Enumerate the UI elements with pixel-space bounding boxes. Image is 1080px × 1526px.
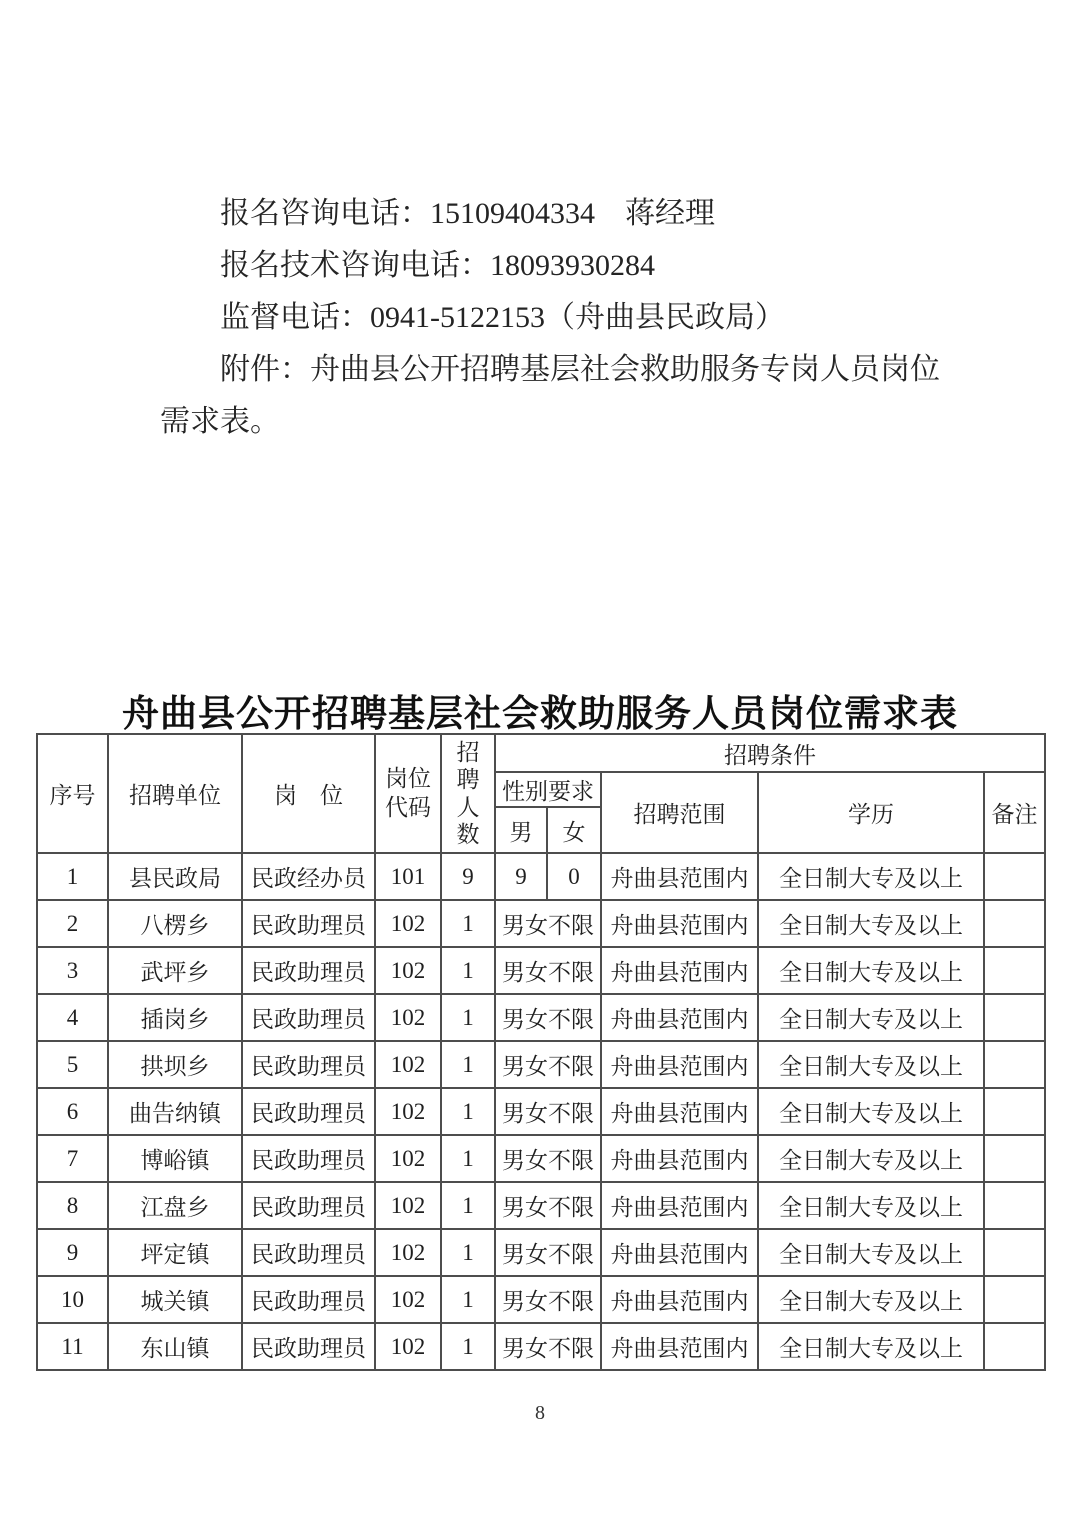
cell-seq: 8 (37, 1182, 108, 1229)
cell-male: 9 (495, 853, 547, 900)
cell-scope: 舟曲县范围内 (601, 1135, 758, 1182)
cell-seq: 7 (37, 1135, 108, 1182)
table-row (37, 1229, 1045, 1276)
header-remark: 备注 (984, 772, 1045, 853)
cell-gender-merged: 男女不限 (495, 1276, 601, 1323)
cell-post: 民政助理员 (242, 1229, 375, 1276)
cell-scope: 舟曲县范围内 (601, 994, 758, 1041)
cell-remark (984, 1323, 1045, 1370)
cell-education: 全日制大专及以上 (758, 1135, 984, 1182)
cell-count: 1 (441, 1088, 495, 1135)
cell-gender-merged: 男女不限 (495, 1135, 601, 1182)
cell-scope: 舟曲县范围内 (601, 947, 758, 994)
header-gender: 性别要求 (495, 772, 601, 807)
cell-count: 1 (441, 1041, 495, 1088)
cell-gender-merged: 男女不限 (495, 900, 601, 947)
header-female: 女 (547, 807, 601, 853)
cell-post: 民政助理员 (242, 994, 375, 1041)
table-row (37, 1088, 1045, 1135)
table-body (37, 853, 1045, 1370)
cell-remark (984, 853, 1045, 900)
cell-education: 全日制大专及以上 (758, 1229, 984, 1276)
cell-seq: 6 (37, 1088, 108, 1135)
cell-scope: 舟曲县范围内 (601, 1088, 758, 1135)
cell-education: 全日制大专及以上 (758, 1276, 984, 1323)
cell-education: 全日制大专及以上 (758, 900, 984, 947)
cell-remark (984, 1182, 1045, 1229)
cell-post: 民政助理员 (242, 947, 375, 994)
cell-gender-merged: 男女不限 (495, 1041, 601, 1088)
cell-unit: 城关镇 (108, 1276, 242, 1323)
cell-education: 全日制大专及以上 (758, 1041, 984, 1088)
cell-unit: 八楞乡 (108, 900, 242, 947)
cell-scope: 舟曲县范围内 (601, 1041, 758, 1088)
attachment-line-continued: 需求表。 (160, 405, 280, 438)
cell-scope: 舟曲县范围内 (601, 900, 758, 947)
cell-seq: 3 (37, 947, 108, 994)
table-row (37, 1041, 1045, 1088)
attachment-line: 附件：舟曲县公开招聘基层社会救助服务专岗人员岗位 (220, 353, 940, 386)
cell-female: 0 (547, 853, 601, 900)
table-row (37, 1182, 1045, 1229)
cell-unit: 东山镇 (108, 1323, 242, 1370)
cell-post: 民政助理员 (242, 1182, 375, 1229)
cell-education: 全日制大专及以上 (758, 1323, 984, 1370)
phone-line-supervision: 监督电话：0941-5122153（舟曲县民政局） (220, 301, 785, 334)
cell-remark (984, 1276, 1045, 1323)
cell-education: 全日制大专及以上 (758, 994, 984, 1041)
cell-unit: 曲告纳镇 (108, 1088, 242, 1135)
cell-education: 全日制大专及以上 (758, 1182, 984, 1229)
table-row (37, 1135, 1045, 1182)
cell-seq: 4 (37, 994, 108, 1041)
cell-remark (984, 1041, 1045, 1088)
cell-count: 1 (441, 994, 495, 1041)
cell-post: 民政助理员 (242, 1041, 375, 1088)
cell-unit: 博峪镇 (108, 1135, 242, 1182)
table-row (37, 1276, 1045, 1323)
header-code: 岗位代码 (375, 734, 441, 853)
cell-count: 1 (441, 1229, 495, 1276)
header-conditions: 招聘条件 (495, 734, 1045, 772)
cell-education: 全日制大专及以上 (758, 853, 984, 900)
cell-remark (984, 1229, 1045, 1276)
header-unit: 招聘单位 (108, 734, 242, 853)
cell-code: 102 (375, 947, 441, 994)
cell-seq: 11 (37, 1323, 108, 1370)
cell-seq: 2 (37, 900, 108, 947)
cell-seq: 10 (37, 1276, 108, 1323)
header-male: 男 (495, 807, 547, 853)
cell-code: 101 (375, 853, 441, 900)
header-scope: 招聘范围 (601, 772, 758, 853)
cell-remark (984, 994, 1045, 1041)
cell-code: 102 (375, 1229, 441, 1276)
cell-post: 民政助理员 (242, 1323, 375, 1370)
cell-remark (984, 900, 1045, 947)
cell-scope: 舟曲县范围内 (601, 1323, 758, 1370)
cell-remark (984, 1088, 1045, 1135)
page-number: 8 (535, 1402, 545, 1424)
cell-remark (984, 947, 1045, 994)
intro-paragraphs (160, 188, 1040, 448)
cell-code: 102 (375, 1135, 441, 1182)
cell-gender-merged: 男女不限 (495, 1229, 601, 1276)
cell-count: 1 (441, 1182, 495, 1229)
cell-scope: 舟曲县范围内 (601, 853, 758, 900)
cell-unit: 县民政局 (108, 853, 242, 900)
cell-code: 102 (375, 900, 441, 947)
cell-gender-merged: 男女不限 (495, 947, 601, 994)
cell-unit: 江盘乡 (108, 1182, 242, 1229)
cell-post: 民政助理员 (242, 1135, 375, 1182)
cell-post: 民政助理员 (242, 1276, 375, 1323)
cell-code: 102 (375, 1088, 441, 1135)
cell-post: 民政经办员 (242, 853, 375, 900)
table-row (37, 1323, 1045, 1370)
cell-code: 102 (375, 1182, 441, 1229)
header-education: 学历 (758, 772, 984, 853)
cell-scope: 舟曲县范围内 (601, 1276, 758, 1323)
cell-scope: 舟曲县范围内 (601, 1229, 758, 1276)
table-row (37, 994, 1045, 1041)
cell-unit: 插岗乡 (108, 994, 242, 1041)
cell-unit: 拱坝乡 (108, 1041, 242, 1088)
cell-count: 1 (441, 1135, 495, 1182)
cell-seq: 1 (37, 853, 108, 900)
cell-seq: 5 (37, 1041, 108, 1088)
cell-code: 102 (375, 1276, 441, 1323)
table-row (37, 900, 1045, 947)
cell-count: 1 (441, 900, 495, 947)
header-seq: 序号 (37, 734, 108, 853)
table-row (37, 853, 1045, 900)
phone-line-registration: 报名咨询电话：15109404334 蒋经理 (220, 197, 715, 230)
cell-count: 1 (441, 1276, 495, 1323)
cell-scope: 舟曲县范围内 (601, 1182, 758, 1229)
cell-remark (984, 1135, 1045, 1182)
header-count: 招聘人数 (441, 734, 495, 853)
cell-gender-merged: 男女不限 (495, 1323, 601, 1370)
cell-seq: 9 (37, 1229, 108, 1276)
cell-code: 102 (375, 1041, 441, 1088)
cell-education: 全日制大专及以上 (758, 947, 984, 994)
cell-code: 102 (375, 994, 441, 1041)
cell-count: 1 (441, 1323, 495, 1370)
cell-education: 全日制大专及以上 (758, 1088, 984, 1135)
cell-post: 民政助理员 (242, 1088, 375, 1135)
header-row-1 (37, 734, 1045, 772)
cell-count: 1 (441, 947, 495, 994)
cell-unit: 武坪乡 (108, 947, 242, 994)
job-demand-table (36, 733, 1046, 1371)
cell-post: 民政助理员 (242, 900, 375, 947)
cell-unit: 坪定镇 (108, 1229, 242, 1276)
cell-gender-merged: 男女不限 (495, 1182, 601, 1229)
table-header (37, 734, 1045, 853)
cell-gender-merged: 男女不限 (495, 994, 601, 1041)
table-title: 舟曲县公开招聘基层社会救助服务人员岗位需求表 (122, 694, 958, 735)
table-row (37, 947, 1045, 994)
cell-count: 9 (441, 853, 495, 900)
cell-gender-merged: 男女不限 (495, 1088, 601, 1135)
phone-line-technical: 报名技术咨询电话：18093930284 (220, 249, 655, 282)
cell-code: 102 (375, 1323, 441, 1370)
header-post: 岗 位 (242, 734, 375, 853)
